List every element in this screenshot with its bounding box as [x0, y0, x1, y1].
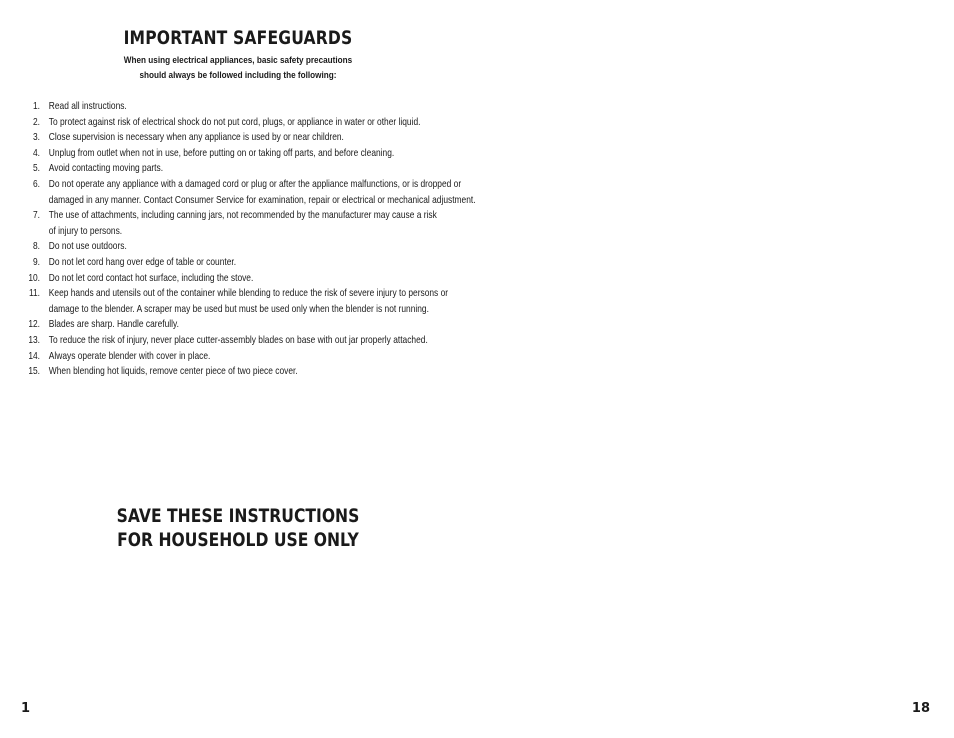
list-item: [0, 333, 433, 349]
item-text: Read all instructions.: [48, 100, 127, 112]
list-item: [0, 161, 366, 177]
item-text: Do not use outdoors.: [48, 240, 127, 253]
list-item: [0, 177, 485, 208]
list-item: [0, 271, 393, 287]
item-text: To reduce the risk of injury, never place cutter-assembly blades on base with out jar properly attached.: [48, 333, 428, 346]
page-title: IMPORTANT SAFEGUARDS: [123, 27, 353, 49]
list-item: [0, 255, 366, 271]
page-number-left: 1: [21, 701, 31, 716]
item-number: 14.: [28, 349, 40, 362]
item-text: Close supervision is necessary when any appliance is used by or near children.: [48, 131, 344, 144]
item-number: 1.: [32, 100, 40, 112]
list-item: [0, 130, 481, 146]
item-text: Avoid contacting moving parts.: [48, 162, 164, 175]
item-text: The use of attachments, including canning jars, not recommended by the manufacturer may cause a risk of injury to persons.: [48, 209, 437, 237]
list-item: [0, 239, 366, 255]
list-item: [0, 286, 453, 317]
item-number: 5.: [32, 162, 40, 175]
intro-line-1: When using electrical appliances, basic safety precautions: [123, 55, 353, 66]
safeguards-list: [0, 99, 476, 380]
item-number: 13.: [28, 333, 40, 346]
save-instructions-heading: [43, 505, 433, 552]
list-item: [0, 208, 441, 239]
item-number: 7.: [32, 209, 40, 222]
item-number: 2.: [32, 115, 40, 128]
list-item: [0, 349, 366, 365]
list-item: [0, 364, 425, 380]
item-number: 12.: [28, 318, 40, 331]
right-page: [477, 0, 954, 738]
item-number: 11.: [28, 287, 40, 300]
item-number: 6.: [32, 177, 40, 190]
intro-text: [33, 53, 442, 83]
list-item: [0, 115, 441, 131]
item-number: 15.: [28, 365, 40, 378]
item-text: Do not let cord hang over edge of table or counter.: [48, 255, 237, 268]
item-text: Unplug from outlet when not in use, before putting on or taking off parts, and before cleaning.: [48, 146, 395, 159]
item-number: 8.: [32, 240, 40, 253]
intro-line-2: should always be followed including the following:: [139, 70, 337, 81]
list-item: [0, 146, 425, 162]
item-text: To protect against risk of electrical shock do not put cord, plugs, or appliance in water or other liquid.: [48, 115, 421, 128]
item-number: 10.: [28, 271, 40, 284]
item-text: Do not operate any appliance with a damaged cord or plug or after the appliance malfunctions, or is dropped or damaged in any manner. Contact Consumer Service for examination, repair or electrical or mechanical adjustment.: [48, 177, 476, 206]
item-number: 3.: [32, 131, 40, 144]
save-line-1: SAVE THESE INSTRUCTIONS: [116, 505, 360, 527]
save-line-2: FOR HOUSEHOLD USE ONLY: [117, 528, 359, 551]
item-text: Keep hands and utensils out of the container while blending to reduce the risk of severe injury to persons or damage to the blender. A scraper may be used but must be used only when the blender is not running.: [48, 287, 449, 315]
item-text: Blades are sharp. Handle carefully.: [48, 318, 179, 331]
item-text: Always operate blender with cover in place.: [48, 349, 211, 362]
item-number: 4.: [32, 146, 40, 159]
page-number-right: 18: [911, 701, 930, 716]
item-number: 9.: [32, 255, 40, 268]
list-item: [0, 317, 366, 333]
item-text: Do not let cord contact hot surface, including the stove.: [48, 271, 254, 284]
list-item: [0, 99, 366, 115]
item-text: When blending hot liquids, remove center piece of two piece cover.: [48, 365, 298, 378]
